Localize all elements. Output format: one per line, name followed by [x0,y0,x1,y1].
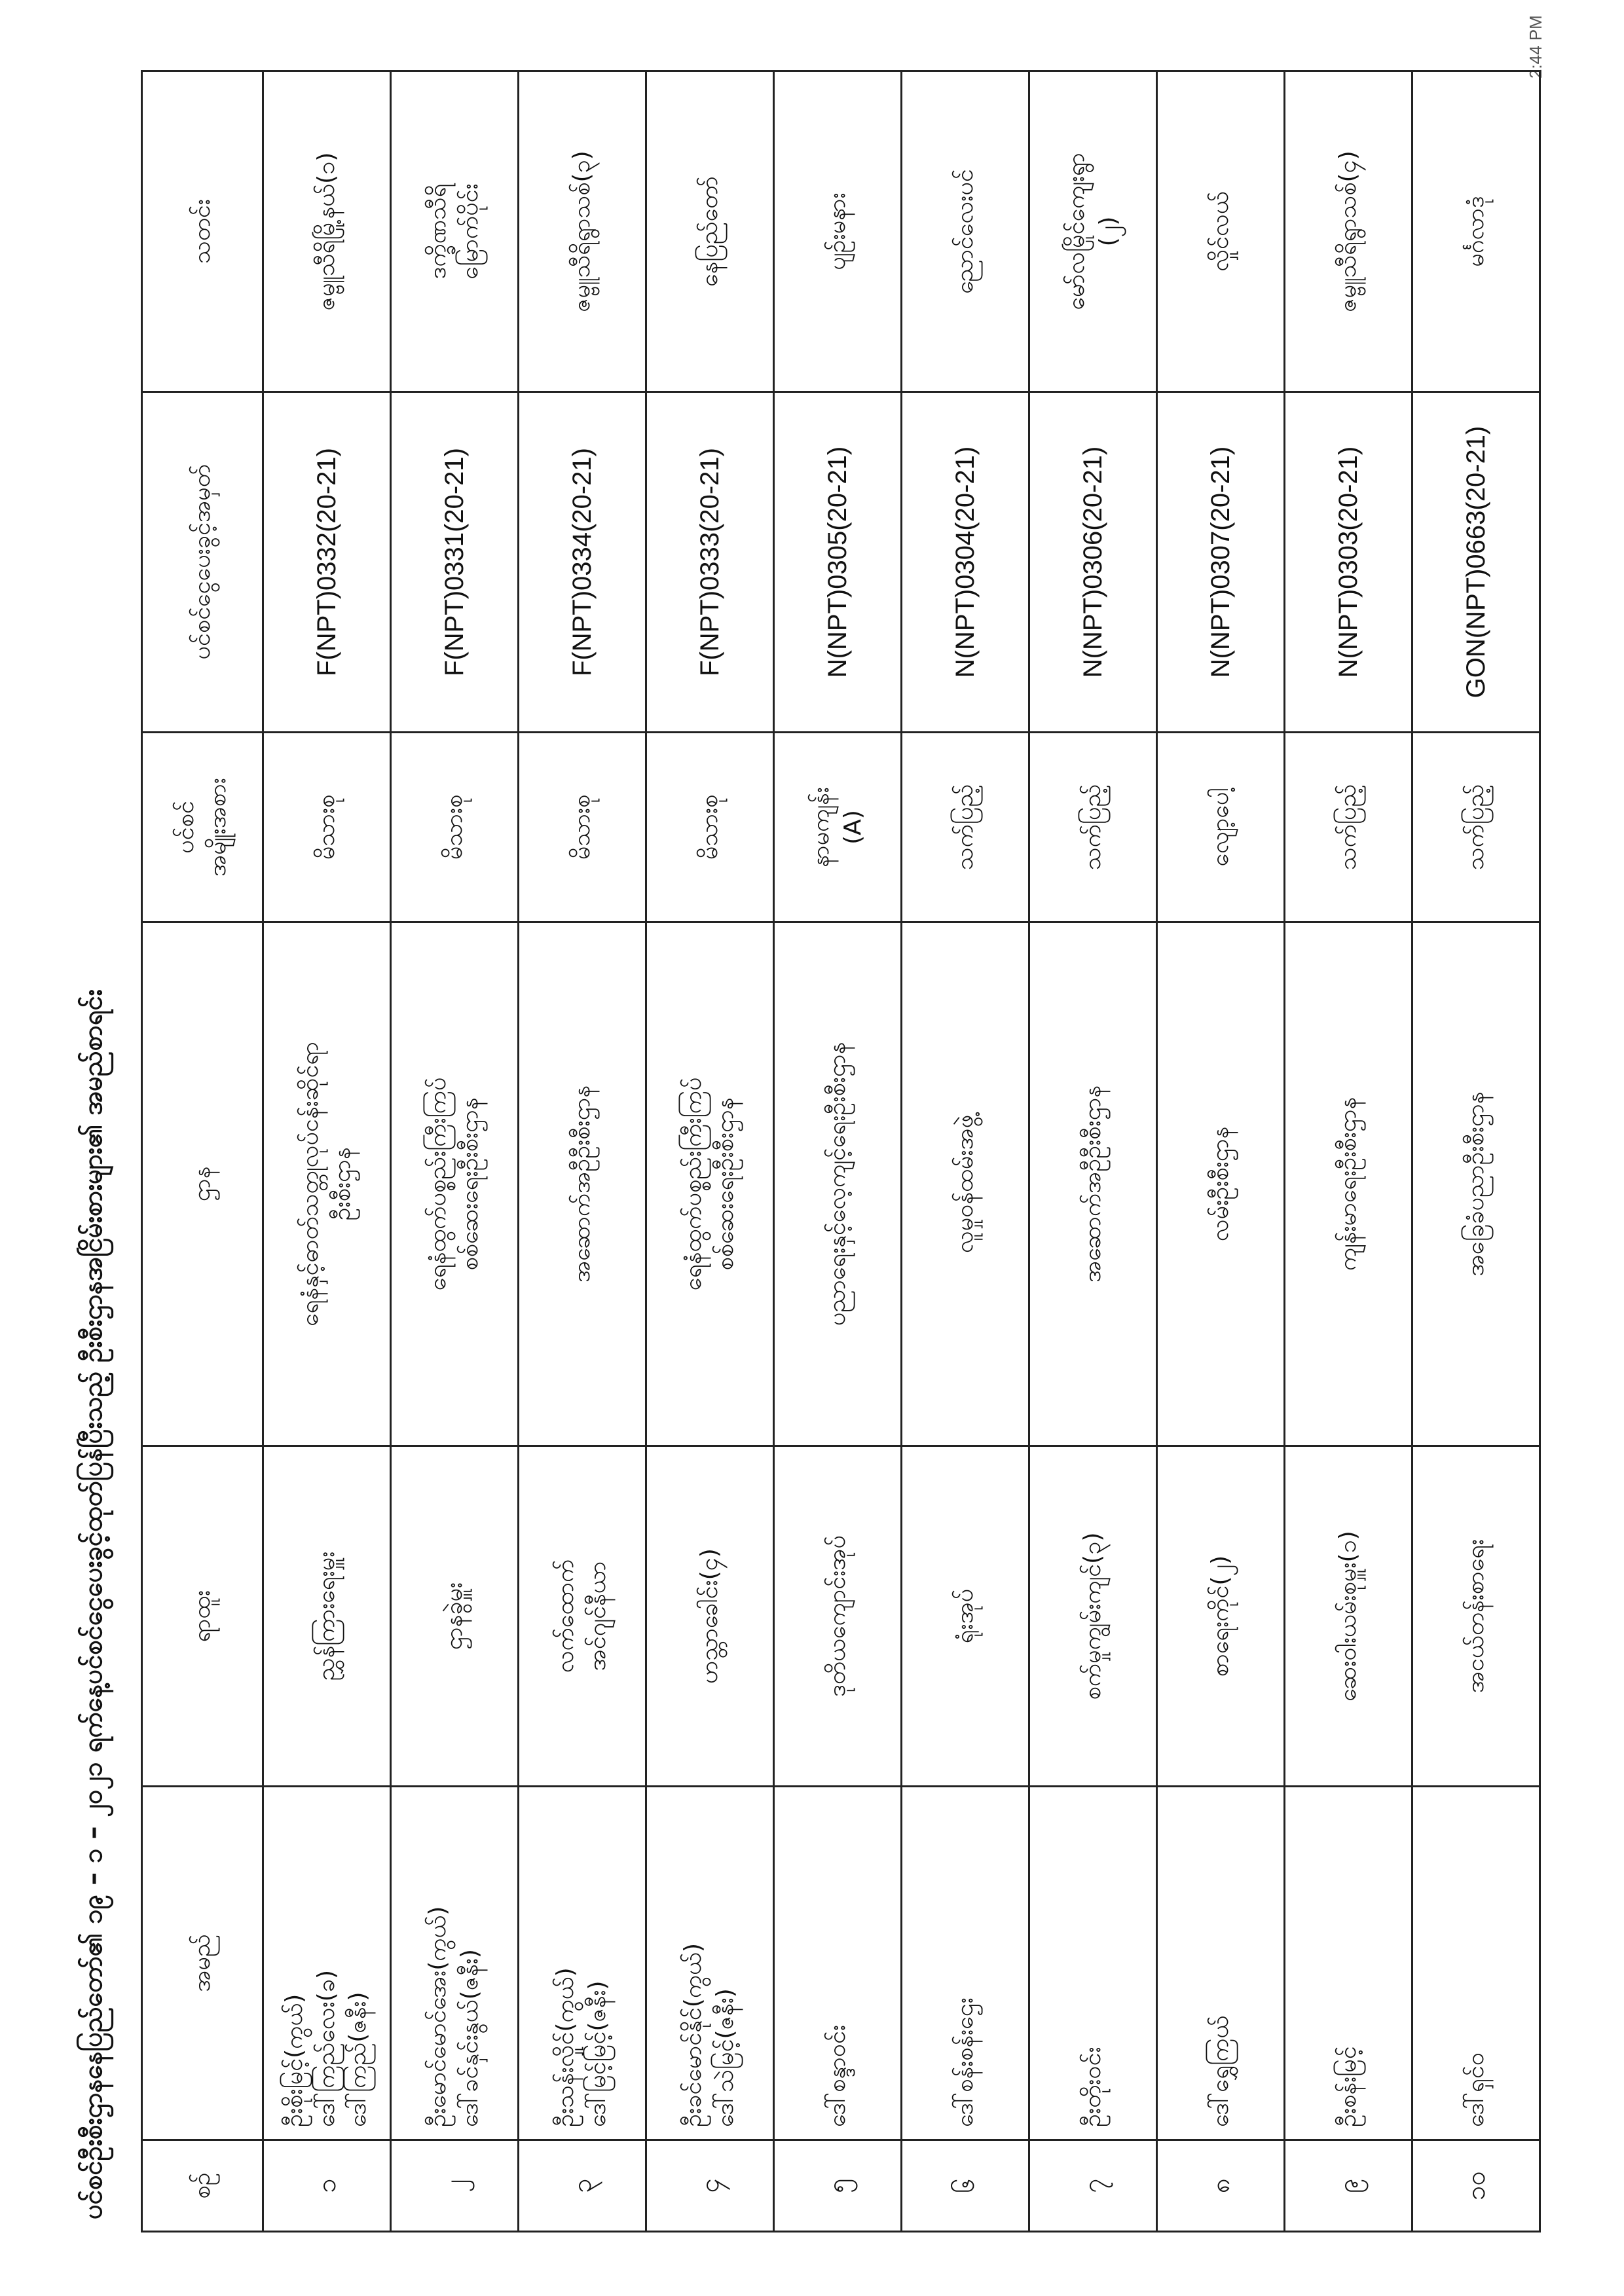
cell-location: နေပြည်တော် [646,71,774,392]
header-no: စဥ် [142,2140,263,2232]
cell-location: ဇမ္ဗူသီရိရွာသစ်(၃) [519,71,646,392]
cell-name: ဒေါ်ရှင်ဝ [1412,1787,1540,2140]
cell-name: ဦးတိုးဝင်း [1029,1787,1157,2140]
cell-no: ၇ [1029,2140,1157,2232]
cell-no: ၄ [646,2140,774,2232]
cell-name: ဒေါ်စန်းစန်းဌေး [902,1787,1029,2140]
cell-code: F(NPT)0332(20-21) [263,392,391,733]
table-header-row [142,71,263,2232]
cell-name: ဒေါ်ရွှေကြယ် [1157,1787,1285,2140]
cell-rank: ဟသ္တာခေါင်း(၄) [646,1446,774,1787]
table-row [1412,71,1540,2232]
pensioner-table [141,70,1541,2232]
cell-name: ဦးခင်မောင်နိုင်(ကွယ်) ဒေါ်သဲမြင့်(ဇနီး) [646,1787,774,2140]
cell-department: ကျန်းမာရေးဦးစီးဌာန [1285,922,1412,1446]
scan-timestamp: 2:44 PM [1526,15,1545,79]
cell-pension-type: မိသားစု [263,733,391,922]
table-row [1029,71,1157,2232]
header-department: ဌာန [142,922,263,1446]
cell-pension-type: မိသားစု [646,733,774,922]
cell-location: ပျဥ်းမနား [774,71,902,392]
cell-rank: ညွှန်ကြားရေးမှူး [263,1446,391,1787]
cell-location: ဇမ္ဗူသီရိမြို့နယ်(၁) [263,71,391,392]
cell-rank: ရုံးအုပ် [902,1446,1029,1787]
cell-department: အဆောက်အဦဦးစီးဌာန [519,922,646,1446]
cell-department: ပညာရေးနှင့်လေ့ကျင့်ရေးဦးစီးဌာန [774,922,902,1446]
cell-rank: စက်မှုကျွမ်းကျင်(၃) [1029,1446,1157,1787]
cell-pension-type: မိသားစု [391,733,519,922]
cell-code: N(NPT)0307(20-21) [1157,392,1285,733]
cell-location: ညောင်လေးပင် [902,71,1029,392]
cell-rank: အငယ်တန်းစာရေး [1412,1446,1540,1787]
cell-pension-type: မိသားစု [519,733,646,922]
cell-pension-type: သက်ပြည့် [902,733,1029,922]
cell-location: ဒက္ခိဏသီရိ မြောက်ပိုင်း [391,71,519,392]
cell-location: လှိုင်လယ် [1157,71,1285,392]
cell-pension-type: နာမကျန်း (A) [774,733,902,922]
document-title: ပင်စင်ဦးစီးဌာနနေပြည်တော်၏ ၁၉ – ၁ – ၂၀၂၁ ရက်နေ့ပင်စင်ငွေပေးခွင့်ထုတ်ပြန်ပြီးသည့် ဦးစီးဌာနအငြိမ်းစားများ၏ အမည်စာရင်း [77,989,108,2219]
cell-no: ၁၀ [1412,2140,1540,2232]
cell-name: ဦးမောင်မောင်အေး(ကွယ်) ဒေါ်ခင်နှင်းနွယ်(ဇနီး) [391,1787,519,2140]
cell-department: ရေနံထွက်ပစ္စည်းကြီးကြပ် စစ်ဆေးရေးဦးစီးဌာန [646,922,774,1446]
cell-location: ဇမ္ဗူသီရိရွာသစ်(၄) [1285,71,1412,392]
cell-rank: ဒုတိယကျောင်းအုပ် [774,1446,902,1787]
cell-department: အခြေခံပညာဦးစီးဌာန [1412,922,1540,1446]
header-rank: ရာထူး [142,1446,263,1787]
table-row [263,71,391,2232]
cell-location: မင်္ဂလာဒုံ [1412,71,1540,392]
cell-no: ၃ [519,2140,646,2232]
cell-code: F(NPT)0331(20-21) [391,392,519,733]
cell-rank: စာရေးကိုင်(၂) [1157,1446,1285,1787]
table-row [1285,71,1412,2232]
cell-no: ၂ [391,2140,519,2232]
cell-pension-type: သက်ပြည့် [1285,733,1412,922]
cell-department: အဆောက်အဦဦးစီးဌာန [1029,922,1157,1446]
cell-name: ဦးစန်းမြင့် [1285,1787,1412,2140]
cell-department: လူမှုဝန်ထမ်းအဖွဲ့ [902,922,1029,1446]
cell-name: ဦးသန်းလှိုင်(ကွယ်) ဒေါ်မြင့်မြင့်(ဇနီး) [519,1787,646,2140]
cell-pension-type: သက်ပြည့် [1412,733,1540,922]
table-row [774,71,902,2232]
table-row [1157,71,1285,2232]
table-row [391,71,519,2232]
cell-pension-type: လျော့ပေါ့ [1157,733,1285,922]
table-row [902,71,1029,2232]
cell-rank: ဌာနခွဲမှူး [391,1446,519,1787]
cell-pension-type: သက်ပြည့် [1029,733,1157,922]
cell-location: မော်လမြိုင်ကျေးရွာ (၂) [1029,71,1157,392]
cell-no: ၆ [902,2140,1029,2232]
cell-rank: ဆေးဝါးယမ်းစုမှူး(၁) [1285,1446,1412,1787]
cell-code: GON(NPT)0663(20-21) [1412,392,1540,733]
cell-code: N(NPT)0303(20-21) [1285,392,1412,733]
header-name: အမည် [142,1787,263,2140]
cell-name: ဒေါ်စန္ဒာဝင်း [774,1787,902,2140]
document-sheet [59,72,1539,2232]
cell-code: F(NPT)0334(20-21) [519,392,646,733]
cell-name: ဦးစိုးမြင့်(ကွယ်) ဒေါ်ကြည်လေး(ခ) ဒေါ်ကြည်(ဇနီး) [263,1787,391,2140]
table-row [646,71,774,2232]
cell-department: လမ်းဦးစီးဌာန [1157,922,1285,1446]
table-row [519,71,646,2232]
cell-department: ရေနံနှင့်ဓာတ်သတ္တုလုပ်ငန်းဆိုင်ရာ ဦးစီးဌာန [263,922,391,1446]
cell-department: ရေနံထွက်ပစ္စည်းကြီးကြပ် စစ်ဆေးရေးဦးစီးဌာန [391,922,519,1446]
cell-no: ၅ [774,2140,902,2232]
cell-no: ၉ [1285,2140,1412,2232]
header-pension-type: ပင်စင် အမျိုးအစား [142,733,263,922]
cell-code: N(NPT)0305(20-21) [774,392,902,733]
cell-no: ၁ [263,2140,391,2232]
header-code: ပင်စင်ငွေပေးခွင့်အမှတ် [142,392,263,733]
cell-code: N(NPT)0306(20-21) [1029,392,1157,733]
header-location: သတင်း [142,71,263,392]
cell-code: N(NPT)0304(20-21) [902,392,1029,733]
cell-no: ၈ [1157,2140,1285,2232]
cell-code: F(NPT)0333(20-21) [646,392,774,733]
cell-rank: လက်ထောက် အင်ဂျင်နီယာ [519,1446,646,1787]
